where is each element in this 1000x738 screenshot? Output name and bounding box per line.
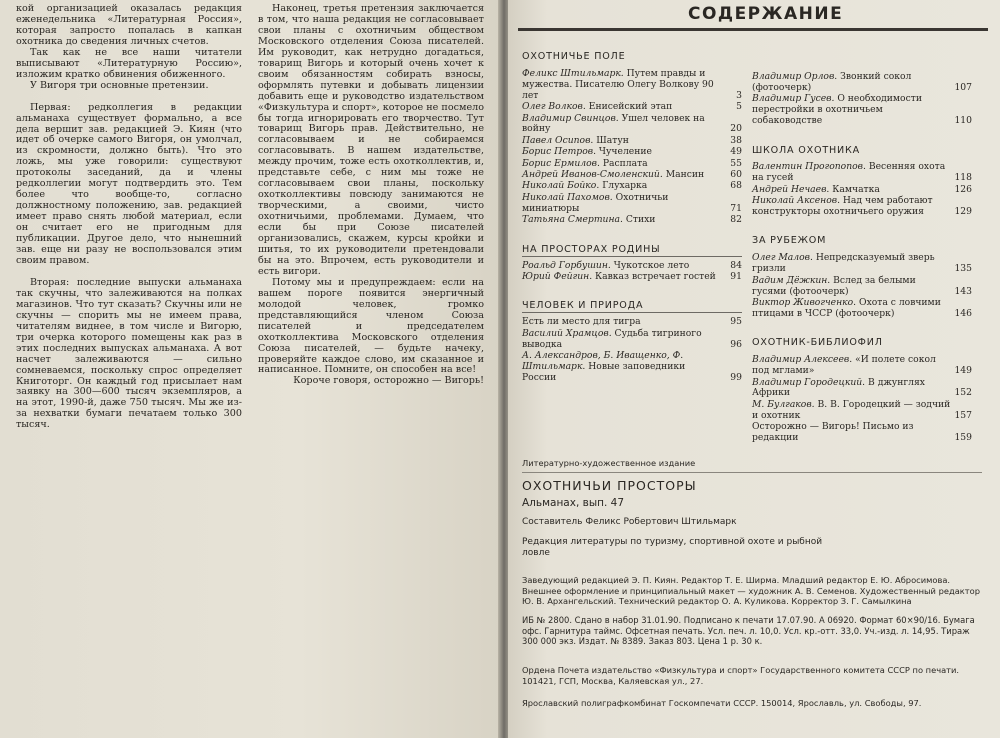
toc-author: Владимир Свинцов. xyxy=(522,112,619,124)
toc-header xyxy=(518,4,988,31)
toc-entry xyxy=(522,329,742,351)
toc-title-text: Над чем работают конструкторы охотничьего оружия xyxy=(752,195,933,218)
toc-column-2 xyxy=(752,72,972,444)
toc-entry xyxy=(522,147,742,158)
toc-author: Роальд Горбушин. xyxy=(522,259,611,271)
toc-page-number: 91 xyxy=(730,270,742,282)
toc-entry xyxy=(522,181,742,192)
toc-page-number: 157 xyxy=(954,409,972,421)
toc-title-rule xyxy=(518,28,988,31)
toc-entry xyxy=(752,185,972,196)
toc-entry xyxy=(752,253,972,275)
toc-entry xyxy=(752,355,972,377)
toc-author: Владимир Городецкий. xyxy=(752,376,866,388)
toc-title-text: Ушел человек на войну xyxy=(522,112,705,135)
toc-title-text: Путем правды и мужества. Писателю Олегу Волкову 90 лет xyxy=(522,67,714,101)
imprint-editorial-office: Редакция литературы по туризму, спортивной охоте и рыбной ловле xyxy=(522,537,823,558)
toc-title-text: Енисейский этап xyxy=(588,101,673,113)
toc-entry xyxy=(522,170,742,181)
toc-author: Николай Бойко. xyxy=(522,180,600,192)
toc-title-text: Вслед за белыми гусями (фотоочерк) xyxy=(752,274,916,297)
toc-title-text: Судьба тигриного выводка xyxy=(522,327,702,350)
paragraph: Вторая: последние выпуски альманаха так скучны, что залеживаются на полках магазинов. Что тут сказать? Скучны или не скучны — спорить мы не имеем права, читателям виднее, в том числе и Вигорю, три очерка которого помещены как раз в этих последних выпусках альманаха. А вот насчет залеживаются — сильно сомневаемся, поскольку спрос определяет Книготорг. Он каждый год присылает нам заявку на 300—600 тысяч экземпляров, а на этот, 1990-й, даже 750 тысяч. Мы же из-за нехватки бумаги печатаем только 300 тысяч. xyxy=(16,276,242,431)
toc-entry xyxy=(752,276,972,298)
toc-title-text: Новые заповедники России xyxy=(522,360,686,383)
toc-title-text: В джунглях Африки xyxy=(752,376,925,399)
toc-author: Борис Ермилов. xyxy=(522,157,600,169)
toc-author: Татьяна Смертина. xyxy=(522,214,623,226)
toc-entry xyxy=(522,261,742,272)
toc-author: М. Булгаков. xyxy=(752,398,815,410)
toc-title-text: Звонкий сокол (фотоочерк) xyxy=(752,71,912,93)
toc-page-number: 60 xyxy=(730,169,742,181)
left-text-column-1 xyxy=(16,4,242,431)
toc-title-text: Камчатка xyxy=(832,183,880,195)
toc-section-heading: ОХОТНИК-БИБЛИОФИЛ xyxy=(752,337,883,349)
toc-entry xyxy=(522,193,742,215)
toc-page-number: 126 xyxy=(954,183,972,195)
paragraph: Первая: редколлегия в редакции альманаха существует формально, а все дела вершит зав. редакцией Э. Киян (что идет об очерке самого Вигоря, он умолчал, из скромности, должно быть). Что это ложь, мы уже говорили: существуют протоколы заседаний, да и члены редколлегии могут подтвердить это. Тем более что вообще-то, согласно должностному положению, зав. редакцией имеет право снять любой материал, если он считает его не пригодным для публикации. Другое дело, что нынешний зав. еще ни разу не воспользовался этим своим правом. xyxy=(16,101,242,266)
toc-title-text: Чукотское лето xyxy=(613,259,690,271)
toc-page-number: 5 xyxy=(736,101,742,113)
toc-title: СОДЕРЖАНИЕ xyxy=(688,4,844,24)
toc-author: Вадим Дёжкин. xyxy=(752,274,831,286)
toc-entry xyxy=(522,102,742,113)
toc-author: Борис Петров. xyxy=(522,146,596,158)
toc-author: Олег Малов. xyxy=(752,252,813,264)
toc-author: Павел Осипов. xyxy=(522,134,594,146)
toc-page-number: 55 xyxy=(730,157,742,169)
paragraph: Так как не все наши читатели выписывают «Литературную Россию», изложим кратко обвинения обиженного. xyxy=(16,46,242,80)
toc-page-number: 49 xyxy=(730,146,742,158)
toc-author: Валентин Прогопопов. xyxy=(752,161,866,173)
toc-title-text: Кавказ встречает гостей xyxy=(595,270,716,282)
toc-author: Юрий Фейгин. xyxy=(522,270,593,282)
toc-page-number: 152 xyxy=(954,387,972,399)
toc-entry xyxy=(752,422,972,444)
toc-page-number: 3 xyxy=(736,89,742,101)
toc-title-text: О необходимости перестройки в охотничьем собаководстве xyxy=(752,93,922,127)
toc-page-number: 129 xyxy=(954,206,972,218)
toc-author: Олег Волков. xyxy=(522,101,586,113)
toc-page-number: 84 xyxy=(730,259,742,271)
toc-page-number: 99 xyxy=(730,371,742,383)
toc-author: Николай Пахомов. xyxy=(522,191,613,203)
toc-title-text: Чучеление xyxy=(598,146,652,158)
paragraph: Наконец, третья претензия заключается в том, что наша редакция не согласовывает свои планы с охотничьим обществом Московского отделения Союза писателей. Им руководит, как нетрудно догадаться, товарищ Вигорь и который очень хочет к своим обязанностям собирать взносы, оформлять путевки и добывать лицензии добавить еще и руководство издательством «Физкультура и спорт», которое не посмело бы тогда игнорировать его творчество. Тут товарищ Вигорь прав. Действительно, не согласовываем и не собираемся согласовывать. В нашем издательстве, между прочим, тоже есть охотколлектив, и, представьте себе, с ним мы тоже не согласовываем свои планы, поскольку охотколлективы повсюду занимаются не творческими, а своими, чисто охотничьими, проблемами. Думаем, что если бы при Союзе писателей организовались, скажем, курсы кройки и шитья, то их руководители претендовали бы на это. Впрочем, есть руководители и есть вигори. xyxy=(258,3,484,277)
toc-author: А. Александров, Б. Иващенко, Ф. Штильмарк. xyxy=(522,349,684,372)
imprint-compiler: Составитель Феликс Робертович Штильмарк xyxy=(522,517,737,527)
toc-section-heading: НА ПРОСТОРАХ РОДИНЫ xyxy=(522,245,742,257)
imprint-title: ОХОТНИЧЬИ ПРОСТОРЫ xyxy=(522,478,697,493)
toc-author: Андрей Нечаев. xyxy=(752,183,830,195)
toc-author: Владимир Орлов. xyxy=(752,71,838,82)
toc-section-heading: ОХОТНИЧЬЕ ПОЛЕ xyxy=(522,51,626,62)
imprint-publisher: Ордена Почета издательство «Физкультура и спорт» Государственного комитета СССР по печати. 101421, ГСП, Москва, Каляевская ул., 27. xyxy=(522,665,960,686)
toc-page-number: 149 xyxy=(954,365,972,377)
toc-entry xyxy=(522,317,742,328)
toc-page-number: 135 xyxy=(954,263,972,275)
toc-page-number: 95 xyxy=(730,316,742,328)
toc-entry xyxy=(522,351,742,384)
toc-entry xyxy=(752,196,972,218)
toc-author: Виктор Живогченко. xyxy=(752,297,857,308)
toc-author: Владимир Гусев. xyxy=(752,93,835,105)
toc-title-text: Мансин xyxy=(665,169,705,181)
toc-page-number: 118 xyxy=(954,172,972,184)
toc-section-heading: ЧЕЛОВЕК И ПРИРОДА xyxy=(522,301,742,313)
toc-page-number: 110 xyxy=(954,115,972,127)
toc-page-number: 96 xyxy=(730,338,742,350)
toc-entry xyxy=(522,159,742,170)
toc-title-text: Расплата xyxy=(602,157,648,169)
imprint-rule xyxy=(522,472,982,473)
toc-title-text: Глухарка xyxy=(602,180,648,192)
paragraph: Потому мы и предупреждаем: если на вашем пороге появится энергичный молодой человек, громко представляющийся членом Союза писателей и председателем охотколлектива Московского отделения Союза писателей, — будьте начеку, проверяйте каждое слово, им сказанное и написанное. Помните, он способен на все! xyxy=(258,276,484,376)
imprint-printer: Ярославский полиграфкомбинат Госкомпечати СССР. 150014, Ярославль, ул. Свободы, 97. xyxy=(522,698,922,708)
toc-section-heading: ЗА РУБЕЖОМ xyxy=(752,235,827,247)
toc-page-number: 20 xyxy=(730,123,742,135)
toc-title-text: «И полете сокол под мглами» xyxy=(752,354,936,377)
imprint-edition-kind: Литературно-художественное издание xyxy=(522,458,696,468)
toc-title-text: Осторожно — Вигорь! Письмо из редакции xyxy=(752,421,914,444)
left-text-column-2 xyxy=(258,4,484,387)
paragraph: кой организацией оказалась редакция еженедельника «Литературная Россия», которая запросто попалась в капкан охотника до сведения личных счетов. xyxy=(16,3,242,47)
toc-title-text: Охотничьи миниатюры xyxy=(522,191,669,214)
toc-entry xyxy=(752,94,972,127)
toc-title-text: Охота с ловчими птицами в ЧССР (фотоочерк) xyxy=(752,297,941,319)
toc-entry xyxy=(752,298,972,320)
toc-section-heading: ШКОЛА ОХОТНИКА xyxy=(752,144,860,156)
paragraph: У Вигоря три основные претензии. xyxy=(30,79,209,91)
toc-entry xyxy=(522,272,742,283)
toc-title-text: Шатун xyxy=(596,134,629,146)
toc-author: Василий Храмцов. xyxy=(522,327,612,339)
toc-entry xyxy=(522,136,742,147)
toc-title-text: В. В. Городецкий — зодчий и охотник xyxy=(752,398,951,421)
toc-entry xyxy=(752,378,972,400)
toc-author: Николай Аксенов. xyxy=(752,195,840,207)
toc-page-number: 38 xyxy=(730,134,742,146)
toc-entry xyxy=(522,114,742,136)
closing-line: Короче говоря, осторожно — Вигорь! xyxy=(293,375,484,387)
toc-entry xyxy=(522,69,742,102)
toc-page-number: 68 xyxy=(730,180,742,192)
toc-title-text: Стихи xyxy=(625,214,656,226)
toc-page-number: 159 xyxy=(954,432,972,444)
toc-page-number: 143 xyxy=(954,285,972,297)
toc-title-text: Весенняя охота на гусей xyxy=(752,161,946,184)
toc-author: Феликс Штильмарк. xyxy=(522,67,624,79)
toc-entry xyxy=(752,162,972,184)
toc-author: Андрей Иванов-Смоленский. xyxy=(522,169,663,181)
toc-page-number: 71 xyxy=(730,202,742,214)
imprint-issue: Альманах, вып. 47 xyxy=(522,497,625,509)
toc-page-number: 146 xyxy=(954,307,972,319)
imprint-technical-data: ИБ № 2800. Сдано в набор 31.01.90. Подписано к печати 17.07.90. А 06920. Формат 60×90/16. Бумага офс. Гарнитура таймс. Офсетная печать. Усл. печ. л. 10,0. Усл. кр.-отт. 33,0. Уч.-изд. л. 14,95. Тираж 300 000 экз. Издат. № 8389. Заказ 803. Цена 1 р. 30 к. xyxy=(522,615,975,647)
toc-author: Владимир Алексеев. xyxy=(752,354,853,366)
toc-entry xyxy=(522,215,742,226)
right-page xyxy=(508,0,1000,738)
toc-entry xyxy=(752,400,972,422)
toc-entry xyxy=(752,72,972,94)
imprint-staff: Заведующий редакцией Э. П. Киян. Редактор Т. Е. Ширма. Младший редактор Е. Ю. Абросимова. Внешнее оформление и принципиальный макет — художник А. В. Семенов. Художественный редактор Ю. В. Архангельский. Технический редактор О. А. Куликова. Корректор З. Г. Самылкина xyxy=(522,575,980,607)
toc-title-text: Есть ли место для тигра xyxy=(522,316,641,328)
toc-page-number: 107 xyxy=(954,81,972,93)
toc-column-1 xyxy=(522,52,742,384)
toc-title-text: Непредсказуемый зверь гризли xyxy=(752,252,935,275)
toc-page-number: 82 xyxy=(730,214,742,226)
